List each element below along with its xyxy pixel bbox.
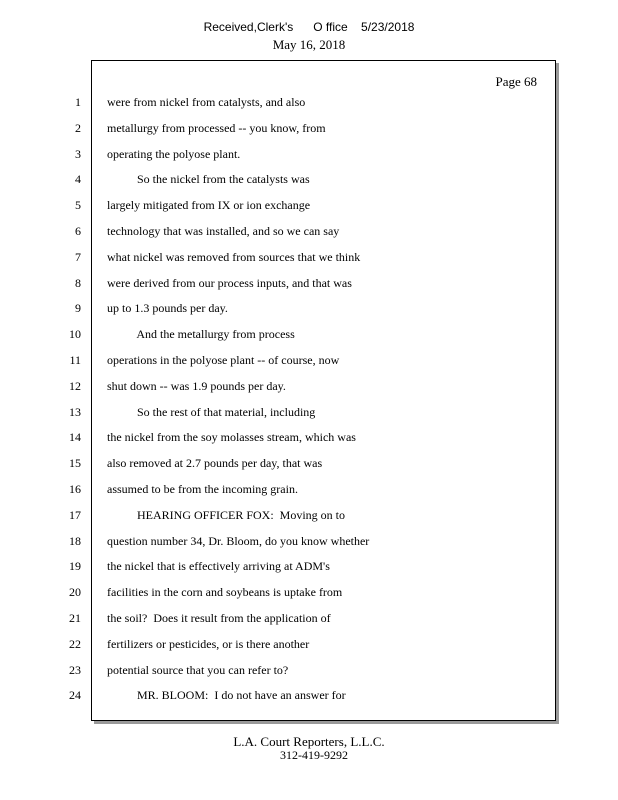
court-reporter-phone: 312-419-9292 <box>280 748 348 762</box>
line-number: 14 <box>69 430 81 444</box>
line-number: 7 <box>75 250 81 264</box>
line-number: 19 <box>69 559 81 573</box>
line-number: 20 <box>69 585 81 599</box>
line-text: up to 1.3 pounds per day. <box>107 301 228 315</box>
line-text: what nickel was removed from sources that we think <box>107 250 361 264</box>
line-text: potential source that you can refer to? <box>107 663 289 677</box>
page-number: Page 68 <box>495 74 537 89</box>
line-text: fertilizers or pesticides, or is there another <box>107 637 310 651</box>
line-text: were from nickel from catalysts, and also <box>107 95 306 109</box>
line-text: metallurgy from processed -- you know, from <box>107 121 326 135</box>
line-number: 8 <box>75 276 81 290</box>
line-text: question number 34, Dr. Bloom, do you know whether <box>107 534 370 548</box>
line-text: the nickel that is effectively arriving at ADM's <box>107 559 330 573</box>
line-text: operations in the polyose plant -- of course, now <box>107 353 340 367</box>
line-number: 12 <box>69 379 81 393</box>
line-text: operating the polyose plant. <box>107 147 241 161</box>
line-text: were derived from our process inputs, and that was <box>107 276 352 290</box>
line-text: MR. BLOOM: I do not have an answer for <box>107 688 346 702</box>
line-text: the soil? Does it result from the application of <box>107 611 331 625</box>
line-text: So the nickel from the catalysts was <box>107 172 310 186</box>
line-number: 22 <box>69 637 81 651</box>
line-number: 17 <box>69 508 81 522</box>
line-number: 6 <box>75 224 81 238</box>
line-text: the nickel from the soy molasses stream, which was <box>107 430 356 444</box>
line-text: So the rest of that material, including <box>107 405 316 419</box>
line-number: 16 <box>69 482 81 496</box>
line-text: assumed to be from the incoming grain. <box>107 482 298 496</box>
line-text: And the metallurgy from process <box>107 327 295 341</box>
line-number: 13 <box>69 405 81 419</box>
line-number: 11 <box>69 353 81 367</box>
line-number: 2 <box>75 121 81 135</box>
received-stamp: Received,Clerk's O ffice 5/23/2018 <box>203 20 415 34</box>
line-number: 4 <box>75 172 81 186</box>
line-number: 18 <box>69 534 81 548</box>
court-reporter-name: L.A. Court Reporters, L.L.C. <box>233 734 385 749</box>
line-number: 23 <box>69 663 81 677</box>
line-text: shut down -- was 1.9 pounds per day. <box>107 379 286 393</box>
line-text: largely mitigated from IX or ion exchange <box>107 198 311 212</box>
line-number: 3 <box>75 147 81 161</box>
transcript-date: May 16, 2018 <box>272 37 346 52</box>
line-number: 5 <box>75 198 81 212</box>
line-number: 9 <box>75 301 81 315</box>
line-number: 10 <box>69 327 81 341</box>
line-number: 15 <box>69 456 81 470</box>
line-text: HEARING OFFICER FOX: Moving on to <box>107 508 346 522</box>
line-number: 21 <box>69 611 81 625</box>
line-text: facilities in the corn and soybeans is uptake from <box>107 585 343 599</box>
line-number: 1 <box>75 95 81 109</box>
line-number: 24 <box>69 688 81 702</box>
line-text: also removed at 2.7 pounds per day, that was <box>107 456 323 470</box>
line-text: technology that was installed, and so we can say <box>107 224 340 238</box>
